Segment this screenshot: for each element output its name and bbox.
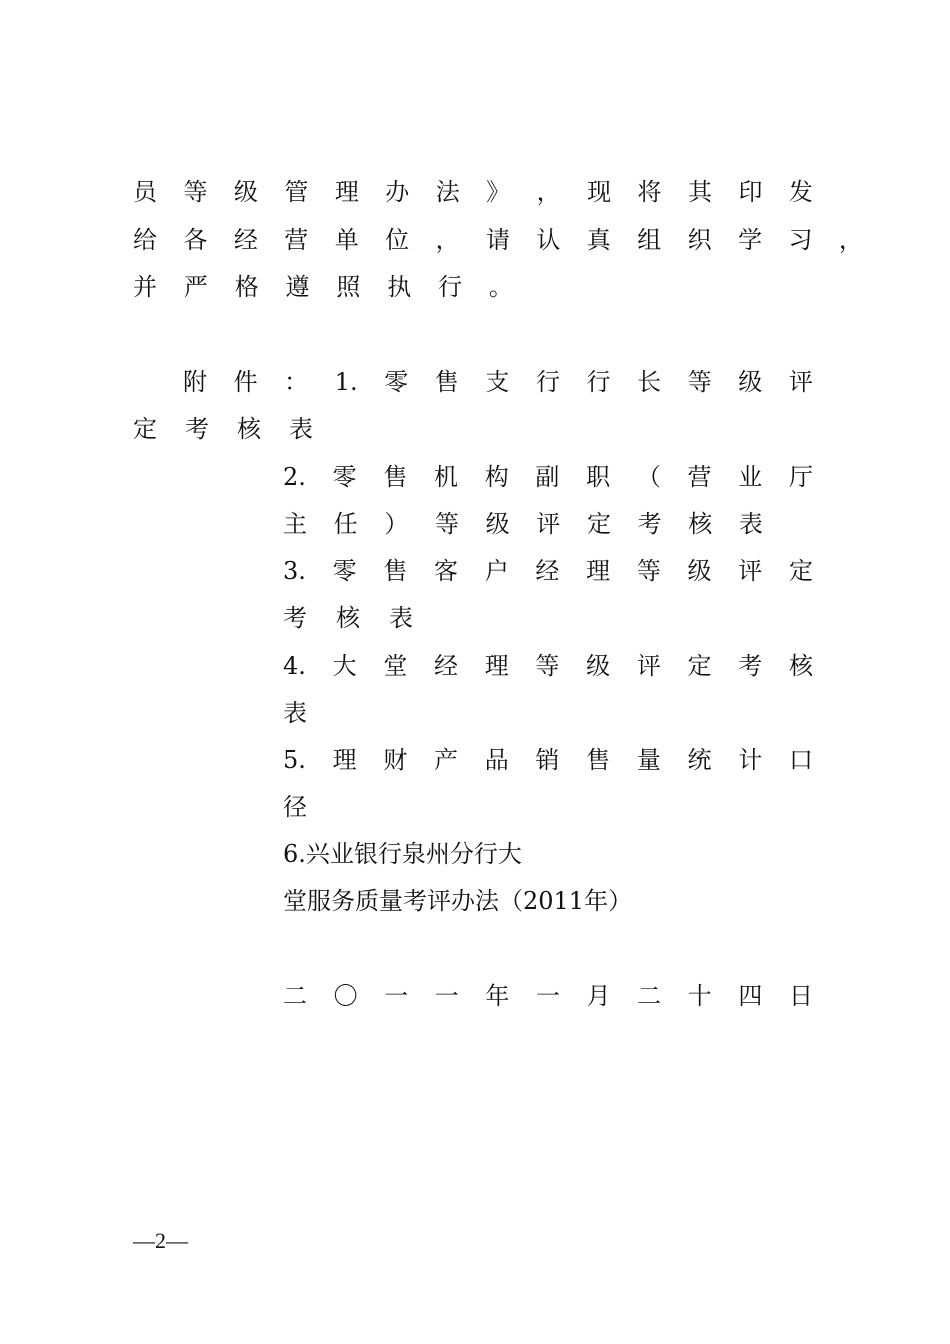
char-glyph: 售	[383, 463, 408, 491]
char-glyph: 等	[535, 652, 560, 680]
char-glyph: 行	[535, 368, 560, 396]
char-glyph: 财	[383, 746, 408, 774]
char-glyph: 理	[484, 652, 509, 680]
char-glyph: 机	[434, 463, 459, 491]
char-glyph: 日	[788, 982, 813, 1010]
char-glyph: 售	[434, 368, 459, 396]
char-glyph: 级	[233, 178, 258, 206]
char-glyph: 一	[535, 982, 560, 1010]
char-glyph: 大	[332, 652, 357, 680]
char-glyph: 将	[637, 178, 662, 206]
char-glyph: 等	[434, 510, 459, 538]
char-glyph: 户	[484, 557, 509, 585]
char-glyph: 售	[586, 746, 611, 774]
char-glyph: 级	[738, 368, 763, 396]
char-glyph: 二	[283, 982, 307, 1010]
char-glyph: 核	[788, 652, 813, 680]
char-glyph: 格	[234, 273, 259, 301]
char-glyph: 行	[438, 273, 463, 301]
attachment-2-line-2	[283, 504, 763, 544]
char-glyph: 年	[485, 982, 510, 1010]
char-glyph: 评	[536, 510, 561, 538]
char-glyph: 位	[385, 226, 410, 254]
char-glyph: 定	[586, 510, 611, 538]
char-glyph: 营	[284, 226, 309, 254]
char-glyph: 业	[738, 463, 763, 491]
char-glyph: 理	[332, 746, 357, 774]
attachment-2-line-1	[283, 457, 813, 497]
char-glyph: （	[636, 463, 661, 491]
attachment-3-line-1	[283, 551, 813, 591]
char-glyph: 销	[535, 746, 560, 774]
char-glyph: 照	[336, 273, 361, 301]
char-glyph: 表	[289, 415, 313, 443]
char-glyph: 四	[738, 982, 763, 1010]
char-glyph: 考	[283, 604, 307, 632]
char-glyph: 级	[687, 557, 712, 585]
char-glyph: 等	[183, 178, 208, 206]
char-glyph: 售	[383, 557, 408, 585]
char-glyph: 厅	[788, 463, 813, 491]
attachment-6-line-2: 堂服务质量考评办法（2011年）	[283, 887, 633, 915]
char-glyph: 等	[687, 368, 712, 396]
char-glyph: 表	[389, 604, 413, 632]
char-glyph: 堂	[383, 652, 408, 680]
char-glyph: 经	[233, 226, 258, 254]
char-glyph: 一	[384, 982, 409, 1010]
char-glyph: 零	[332, 557, 357, 585]
char-glyph: 并	[133, 273, 157, 301]
char-glyph: 量	[636, 746, 661, 774]
char-glyph: 等	[636, 557, 661, 585]
char-glyph: 学	[738, 226, 763, 254]
body-line-2	[133, 220, 863, 260]
char-glyph: 表	[738, 510, 763, 538]
page-number: —2—	[133, 1228, 188, 1253]
char-glyph: 统	[687, 746, 712, 774]
char-glyph: 印	[738, 178, 763, 206]
char-glyph: 口	[788, 746, 813, 774]
char-glyph: 5.	[283, 746, 306, 774]
char-glyph: 核	[336, 604, 360, 632]
document-date	[283, 976, 813, 1016]
char-glyph: 营	[687, 463, 712, 491]
attachment-3-line-2	[283, 598, 413, 638]
char-glyph: 十	[687, 982, 712, 1010]
attachments-intro-cont	[133, 409, 313, 449]
body-line-3	[133, 267, 513, 307]
char-glyph: 月	[586, 982, 611, 1010]
char-glyph: 3.	[283, 557, 306, 585]
char-glyph: 考	[738, 652, 763, 680]
char-glyph: 行	[586, 368, 611, 396]
char-glyph: 主	[283, 510, 307, 538]
char-glyph: 零	[384, 368, 409, 396]
char-glyph: 单	[334, 226, 359, 254]
body-line-1	[133, 172, 813, 212]
char-glyph: 习	[788, 226, 813, 254]
char-glyph: 级	[586, 652, 611, 680]
char-glyph: 各	[183, 226, 208, 254]
char-glyph: 组	[637, 226, 662, 254]
char-glyph: 副	[535, 463, 560, 491]
char-glyph: 评	[788, 368, 813, 396]
char-glyph: 严	[183, 273, 208, 301]
char-glyph: ：	[284, 368, 309, 396]
char-glyph: 支	[485, 368, 510, 396]
char-glyph: 考	[637, 510, 662, 538]
attachment-6-text-1: 6.兴业银行泉州分行大	[283, 840, 522, 868]
char-glyph: 定	[133, 415, 157, 443]
attachment-5-line-2: 径	[283, 793, 307, 821]
char-glyph: 2.	[283, 463, 306, 491]
char-glyph: 理	[334, 178, 359, 206]
char-glyph: 核	[688, 510, 713, 538]
char-glyph: 品	[484, 746, 509, 774]
char-glyph: 定	[687, 652, 712, 680]
char-glyph: 长	[637, 368, 662, 396]
char-glyph: 现	[587, 178, 612, 206]
char-glyph: 〇	[333, 982, 358, 1010]
char-glyph: 请	[485, 226, 510, 254]
char-glyph: 评	[636, 652, 661, 680]
char-glyph: 级	[485, 510, 510, 538]
char-glyph: 经	[434, 652, 459, 680]
char-glyph: 遵	[285, 273, 310, 301]
char-glyph: 附	[183, 368, 207, 396]
char-glyph: 真	[586, 226, 611, 254]
char-glyph: 一	[434, 982, 459, 1010]
char-glyph: 评	[738, 557, 763, 585]
char-glyph: 发	[788, 178, 813, 206]
char-glyph: ，	[536, 178, 561, 206]
char-glyph: 经	[535, 557, 560, 585]
char-glyph: 。	[488, 273, 513, 301]
char-glyph: 管	[284, 178, 309, 206]
char-glyph: 定	[788, 557, 813, 585]
char-glyph: 织	[687, 226, 712, 254]
char-glyph: 零	[332, 463, 357, 491]
attachments-intro	[183, 362, 813, 402]
attachment-4-line-2: 表	[283, 699, 307, 727]
char-glyph: 其	[687, 178, 712, 206]
char-glyph: 任	[333, 510, 358, 538]
char-glyph: 认	[536, 226, 561, 254]
char-glyph: 计	[738, 746, 763, 774]
attachment-6-line-1	[283, 834, 522, 874]
char-glyph: 1.	[334, 368, 358, 396]
attachment-5-line-1	[283, 740, 813, 780]
char-glyph: 法	[435, 178, 460, 206]
char-glyph: 给	[133, 226, 157, 254]
char-glyph: 理	[586, 557, 611, 585]
char-glyph: 产	[434, 746, 459, 774]
char-glyph: 二	[637, 982, 662, 1010]
char-glyph: 考	[185, 415, 209, 443]
char-glyph: 》	[486, 178, 511, 206]
char-glyph: 职	[586, 463, 611, 491]
char-glyph: ，	[838, 226, 863, 254]
char-glyph: 件	[233, 368, 258, 396]
attachment-4-line-1	[283, 646, 813, 686]
char-glyph: 核	[237, 415, 261, 443]
char-glyph: 4.	[283, 652, 306, 680]
char-glyph: 员	[133, 178, 157, 206]
char-glyph: ，	[435, 226, 460, 254]
char-glyph: 执	[387, 273, 412, 301]
char-glyph: 构	[484, 463, 509, 491]
char-glyph: 客	[434, 557, 459, 585]
char-glyph: ）	[384, 510, 409, 538]
char-glyph: 办	[385, 178, 410, 206]
